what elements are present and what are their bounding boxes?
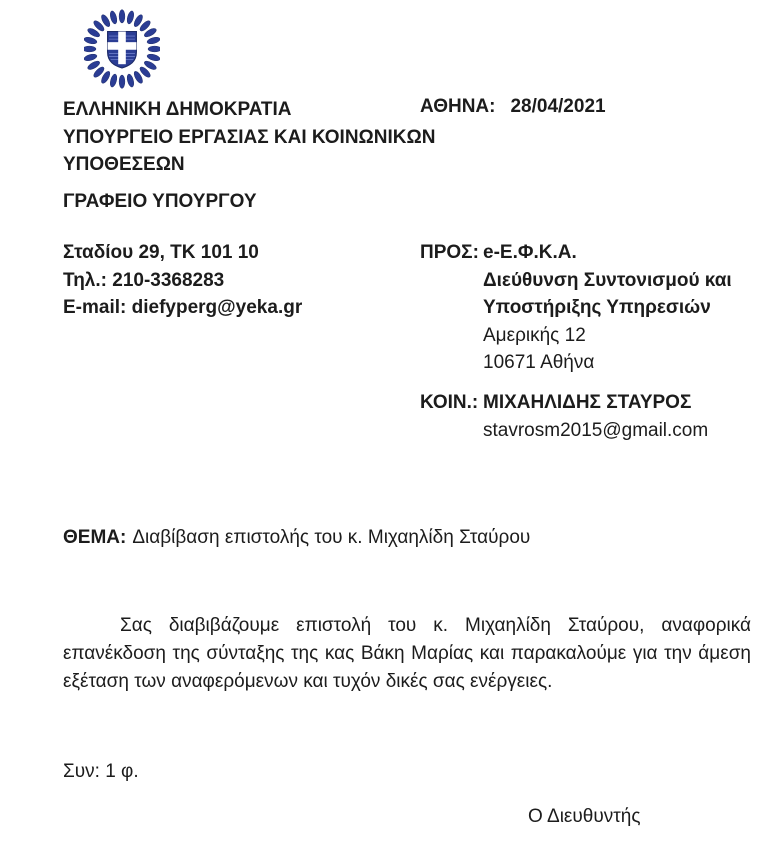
subject-line bbox=[63, 527, 753, 549]
recipient-org: e-Ε.Φ.Κ.Α. bbox=[483, 242, 577, 263]
recipient-street: Αμερικής 12 bbox=[483, 324, 586, 346]
org-line-2: ΥΠΟΥΡΓΕΙΟ ΕΡΓΑΣΙΑΣ ΚΑΙ ΚΟΙΝΩΝΙΚΩΝ bbox=[63, 126, 436, 148]
recipient-label: ΠΡΟΣ: bbox=[420, 242, 479, 263]
recipient-block bbox=[420, 239, 750, 377]
cc-name: ΜΙΧΑΗΛΙΔΗΣ ΣΤΑΥΡΟΣ bbox=[483, 392, 692, 413]
greek-emblem-icon bbox=[84, 5, 160, 93]
cc-email: stavrosm2015@gmail.com bbox=[483, 419, 709, 441]
date-row bbox=[420, 96, 606, 118]
body-paragraph: Σας διαβιβάζουμε επιστολή του κ. Μιχαηλίδη Σταύρου, αναφορικά επανέκδοση της σύνταξης της κας Βάκη Μαρίας και παρακαλούμε για την άμεση εξέταση των αναφερόμενων και τυχόν δικές σας ενέργειες. bbox=[63, 615, 751, 692]
subject-text: Διαβίβαση επιστολής του κ. Μιχαηλίδη Σταύρου bbox=[132, 527, 531, 548]
sender-phone: Τηλ.: 210-3368283 bbox=[63, 269, 225, 291]
subject-label: ΘΕΜΑ: bbox=[63, 527, 127, 548]
recipient-city: 10671 Αθήνα bbox=[483, 352, 595, 373]
date-label: ΑΘΗΝΑ: bbox=[420, 96, 496, 117]
attachments-note: Συν: 1 φ. bbox=[63, 761, 139, 782]
recipient-dept-line1: Διεύθυνση Συντονισμού και bbox=[483, 269, 732, 291]
sender-email: E-mail: diefyperg@yeka.gr bbox=[63, 297, 303, 318]
org-line-3: ΥΠΟΘΕΣΕΩΝ bbox=[63, 154, 185, 175]
recipient-dept-line2: Υποστήριξης Υπηρεσιών bbox=[483, 297, 711, 318]
sender-address: Σταδίου 29, ΤΚ 101 10 bbox=[63, 242, 259, 263]
cc-label: ΚΟΙΝ.: bbox=[420, 392, 479, 413]
org-line-1: ΕΛΛΗΝΙΚΗ ΔΗΜΟΚΡΑΤΙΑ bbox=[63, 99, 292, 120]
date-value: 28/04/2021 bbox=[510, 96, 606, 117]
sender-contact-block bbox=[63, 239, 302, 322]
office-line: ΓΡΑΦΕΙΟ ΥΠΟΥΡΓΟΥ bbox=[63, 191, 257, 212]
signature-title: Ο Διευθυντής bbox=[528, 806, 641, 827]
sender-org-block bbox=[63, 96, 435, 179]
cc-block bbox=[420, 389, 750, 444]
